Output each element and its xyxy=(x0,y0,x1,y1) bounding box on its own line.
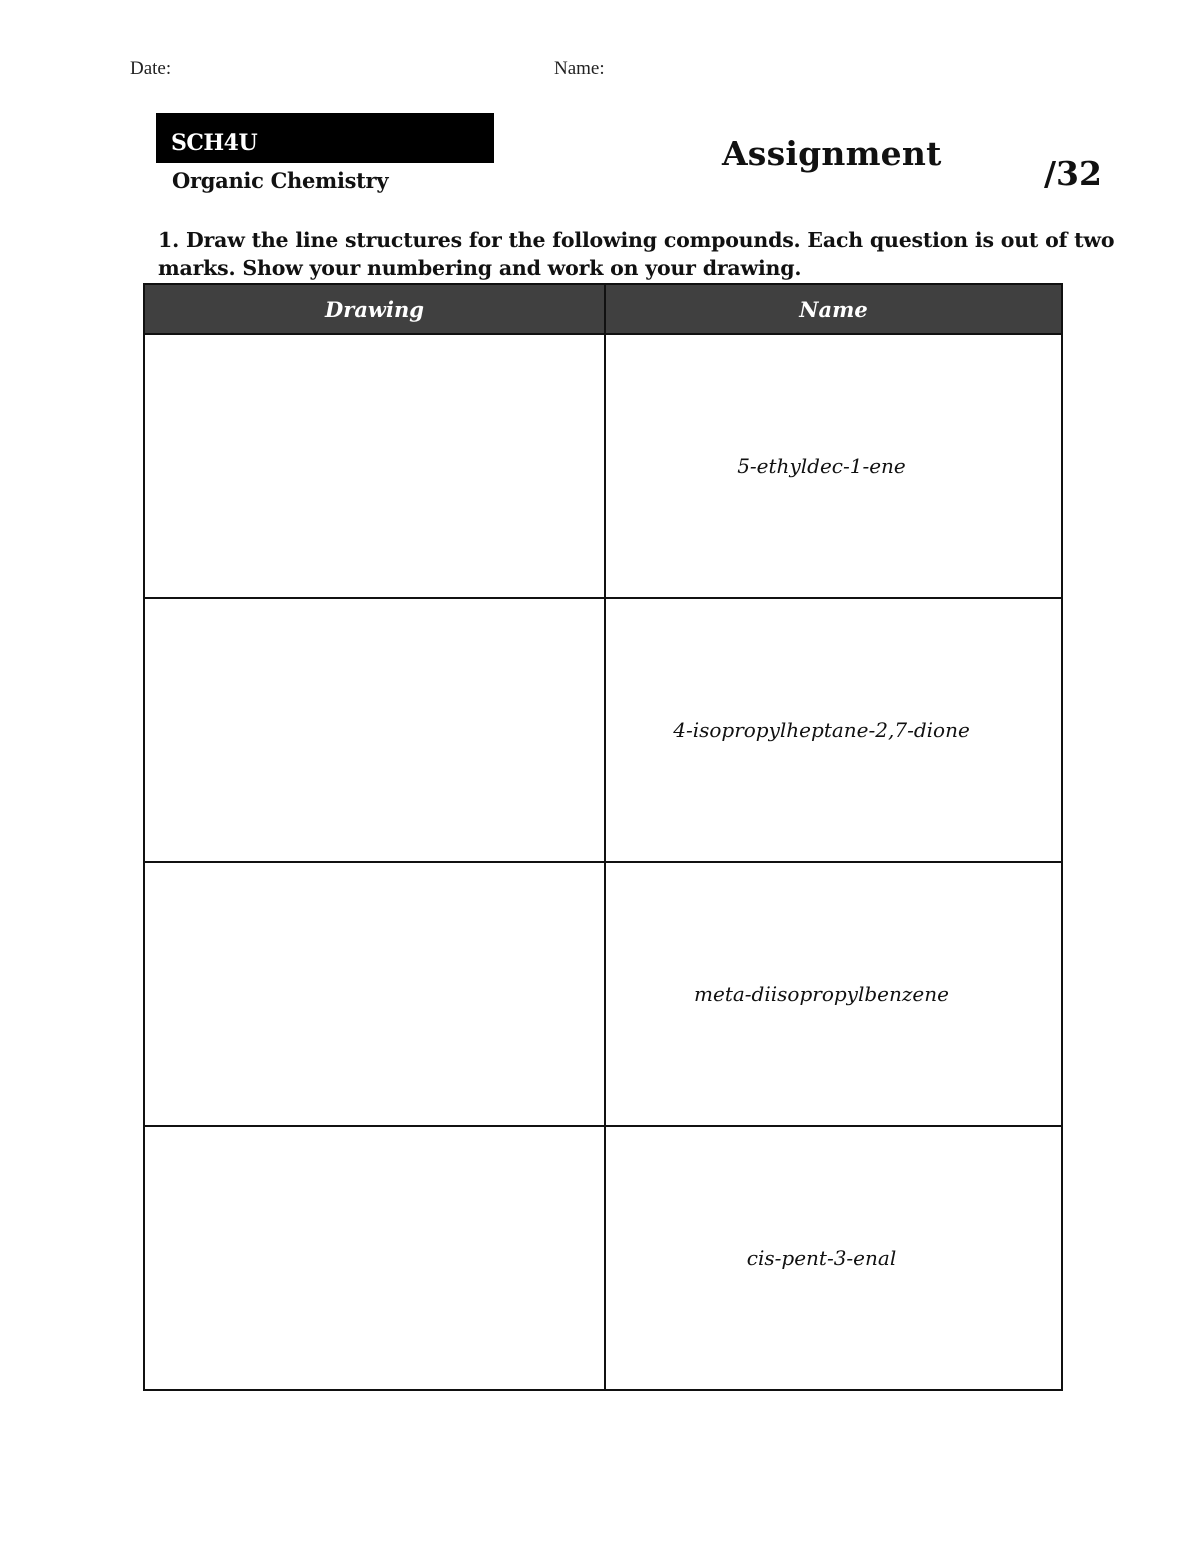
course-banner xyxy=(156,113,494,163)
assignment-title: Assignment xyxy=(722,134,942,173)
compound-name: 4-isopropylheptane-2,7-dione xyxy=(673,718,970,742)
drawing-cell[interactable] xyxy=(144,334,605,598)
answer-table xyxy=(143,283,1063,1391)
drawing-cell[interactable] xyxy=(144,598,605,862)
question-instructions: 1. Draw the line structures for the following compounds. Each question is out of two marks. Show your numbering and work on your drawing. xyxy=(158,228,1115,280)
compound-name: cis-pent-3-enal xyxy=(746,1246,897,1270)
column-header-name: Name xyxy=(605,284,1062,334)
table-header-row xyxy=(144,284,1062,334)
table-row xyxy=(144,598,1062,862)
drawing-cell[interactable] xyxy=(144,862,605,1126)
compound-name: meta-diisopropylbenzene xyxy=(694,982,949,1006)
total-marks: /32 xyxy=(1044,154,1102,193)
column-header-drawing: Drawing xyxy=(144,284,605,334)
name-cell xyxy=(605,334,1062,598)
table-row xyxy=(144,862,1062,1126)
date-label: Date: xyxy=(130,58,172,79)
compound-name: 5-ethyldec-1-ene xyxy=(737,454,906,478)
name-cell xyxy=(605,598,1062,862)
course-subtitle: Organic Chemistry xyxy=(172,168,389,193)
drawing-cell[interactable] xyxy=(144,1126,605,1390)
name-cell xyxy=(605,862,1062,1126)
name-cell xyxy=(605,1126,1062,1390)
table-row xyxy=(144,1126,1062,1390)
name-label: Name: xyxy=(554,58,605,79)
table-row xyxy=(144,334,1062,598)
course-code: SCH4U xyxy=(171,130,258,156)
